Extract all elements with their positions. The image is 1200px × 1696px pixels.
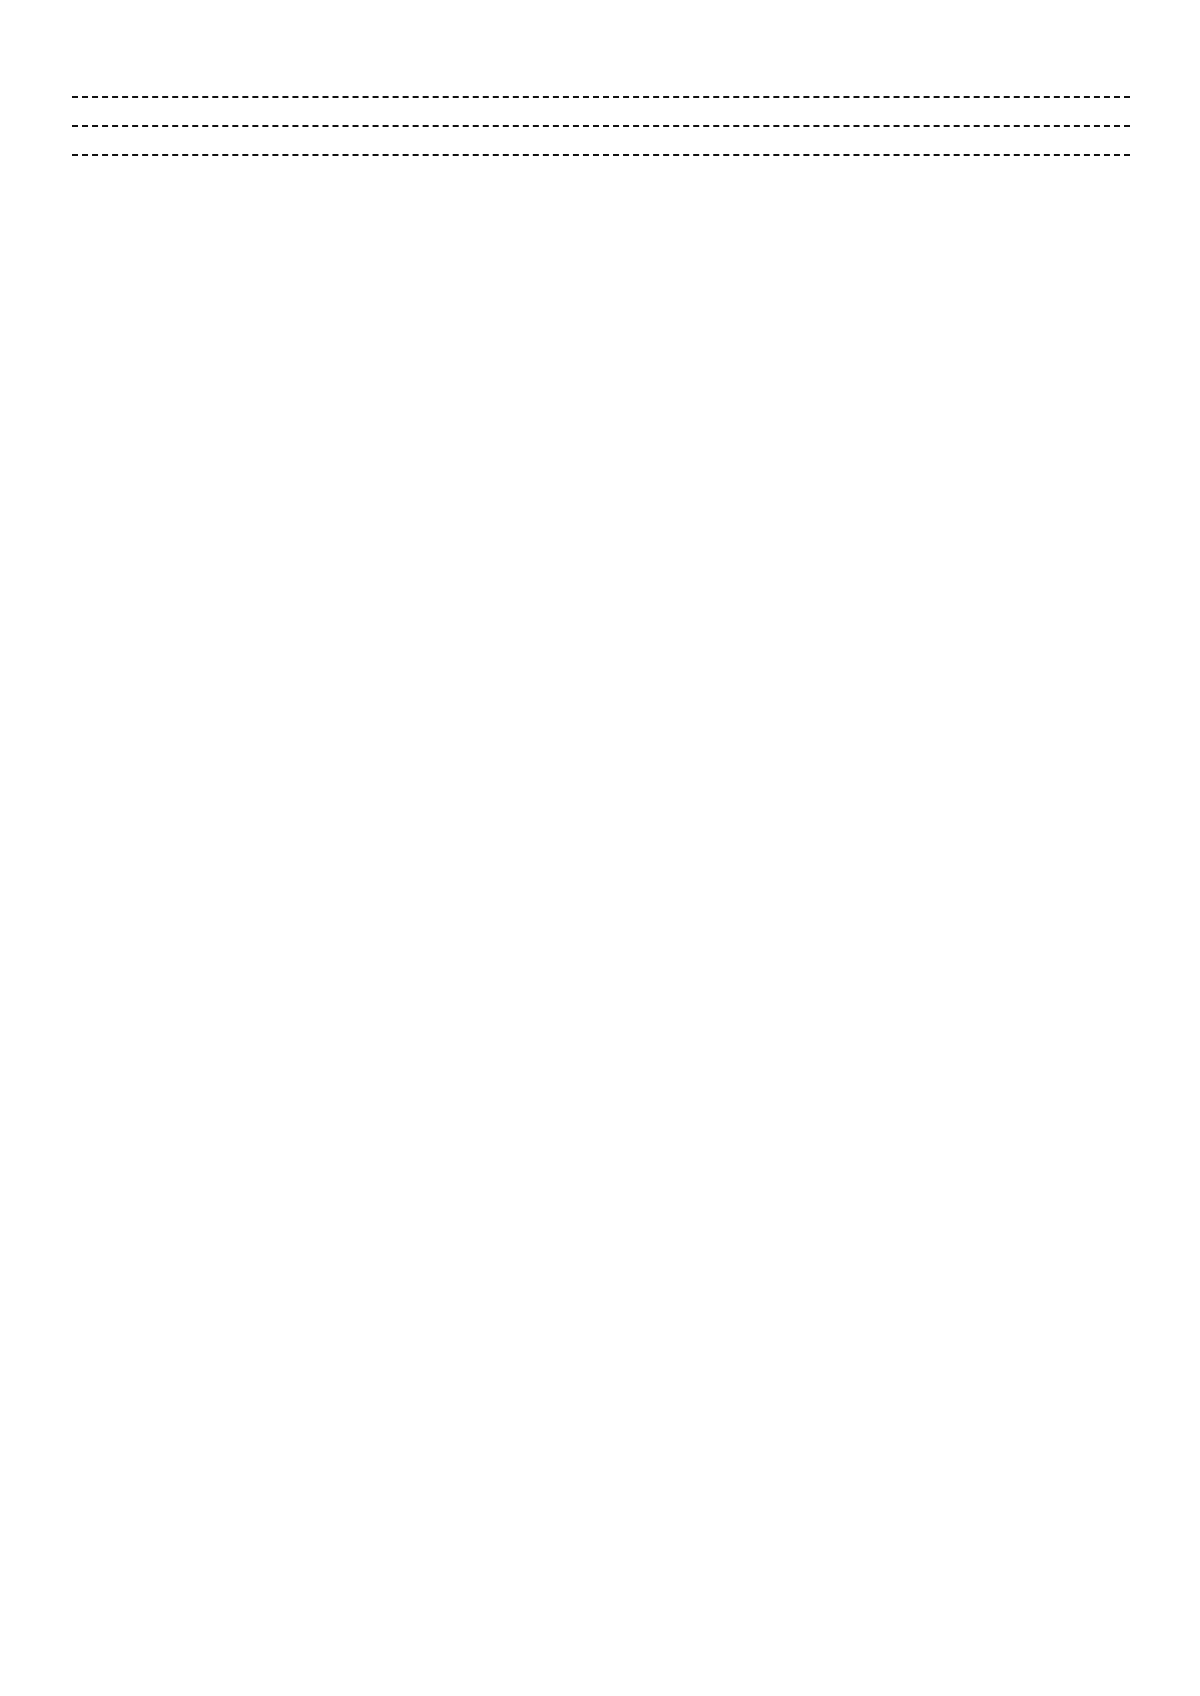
handwriting-guide-top-line [72, 96, 1130, 98]
handwriting-guide-bottom-line [72, 154, 1130, 156]
handwriting-guide-middle-line [72, 125, 1130, 127]
